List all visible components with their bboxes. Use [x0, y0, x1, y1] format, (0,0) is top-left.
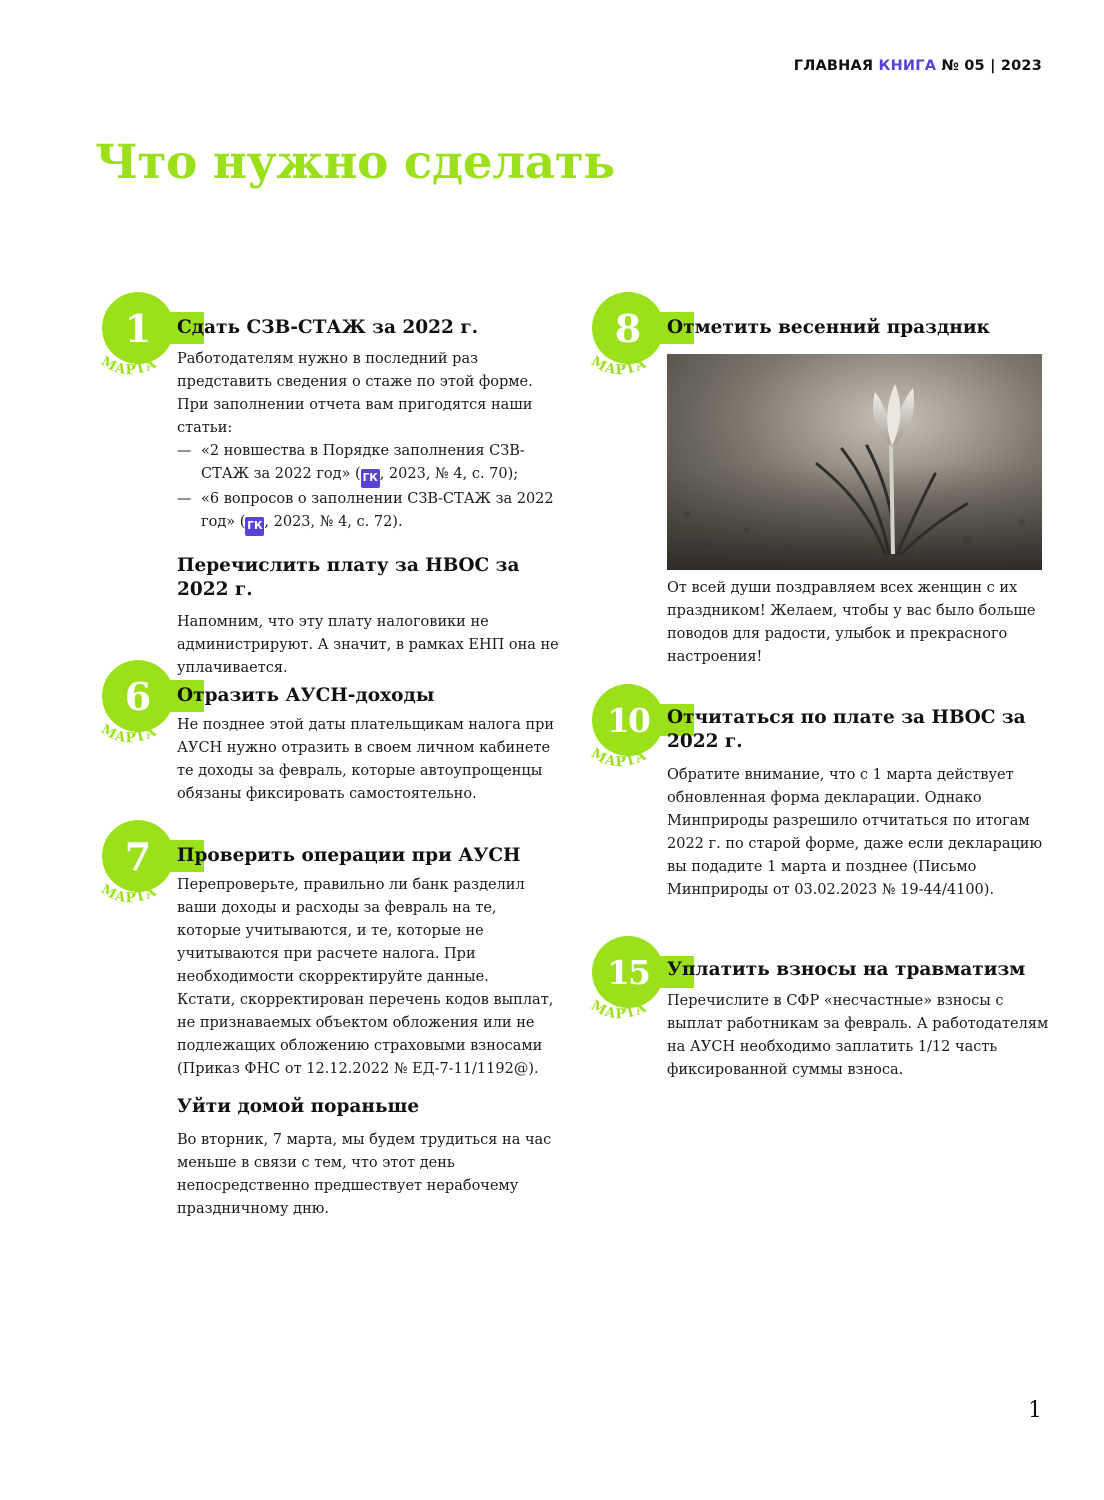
entry-text: От всей души поздравляем всех женщин с их праздником! Желаем, чтобы у вас было больше поводов для радости, улыбок и прекрасного настроения! — [667, 580, 1036, 665]
date-day: 10 — [592, 684, 664, 756]
entry-content — [667, 316, 1052, 340]
subsection-text: Напомним, что эту плату налоговики не администрируют. А значит, в рамках ЕНП она не уплачивается. — [177, 614, 559, 676]
dash: — — [177, 491, 192, 507]
masthead-part2: КНИГА — [878, 58, 937, 74]
entry-content-text — [667, 577, 1052, 669]
entry-text: Перепроверьте, правильно ли банк разделил ваши доходы и расходы за февраль на те, которые учитываются, и те, которые не учитываются при расчете налога. При необходимости скорректируйте данные. — [177, 877, 525, 985]
month-label-text: МАРТА — [588, 997, 650, 1023]
article-link-1-text: «2 новшества в Порядке заполнения СЗВ-СТАЖ за 2022 год» ( — [201, 443, 525, 482]
date-day: 1 — [102, 292, 174, 364]
dash: — — [177, 443, 192, 459]
month-label — [94, 660, 182, 760]
subsection-title: Перечислить плату за НВОС за 2022 г. — [177, 555, 520, 600]
svg-text:МАРТА — [98, 721, 159, 746]
page-number: 1 — [1028, 1398, 1042, 1423]
entry-content — [177, 684, 562, 806]
entry-text: Работодателям нужно в последний раз представить сведения о стаже по этой форме. При заполнении отчета вам пригодятся наши статьи: — [177, 351, 533, 436]
entry-title: Отразить АУСН-доходы — [177, 685, 435, 706]
date-badge — [584, 936, 672, 1032]
date-day: 8 — [592, 292, 664, 364]
month-label-text: МАРТА — [98, 721, 160, 747]
month-label-text: МАРТА — [98, 353, 160, 379]
date-badge — [584, 684, 672, 780]
page-title: Что нужно сделать — [95, 135, 615, 190]
svg-text:МАРТА — [98, 881, 159, 906]
svg-text:МАРТА — [588, 997, 649, 1022]
entry-content — [177, 316, 562, 680]
gk-logo-icon: ГК — [361, 469, 380, 488]
article-link-2-text: «6 вопросов о заполнении СЗВ-СТАЖ за 2022 год» ( — [201, 491, 554, 530]
month-label-text: МАРТА — [98, 881, 160, 907]
month-label — [584, 936, 672, 1036]
svg-text:МАРТА — [98, 353, 159, 378]
month-label-text: МАРТА — [588, 353, 650, 379]
entry-title: Уплатить взносы на травматизм — [667, 959, 1026, 980]
entry-text: Не позднее этой даты плательщикам налога при АУСН нужно отразить в своем личном кабинете те доходы за февраль, которые автоупрощенцы обязаны фиксировать самостоятельно. — [177, 717, 555, 802]
entry-content — [667, 706, 1052, 902]
entry-content — [177, 844, 562, 1221]
masthead-part3: № 05 | 2023 — [941, 58, 1042, 74]
month-label-text: МАРТА — [588, 745, 650, 771]
month-label — [94, 292, 182, 392]
entry-title: Отчитаться по плате за НВОС за 2022 г. — [667, 707, 1026, 752]
article-link-1-source: , 2023, № 4, с. 70); — [379, 466, 519, 482]
entry-text: Обратите внимание, что с 1 марта действует обновленная форма декларации. Однако Минприроды разрешило отчитаться по итогам 2022 г. по старой форме, даже если декларацию вы подадите 1 марта и позднее (Письмо Минприроды от 03.02.2023 № 19-44/4100). — [667, 767, 1043, 898]
date-badge — [584, 292, 672, 388]
crocus-flower-photo — [667, 354, 1042, 570]
month-label — [584, 684, 672, 784]
date-day: 15 — [592, 936, 664, 1008]
entry-title: Проверить операции при АУСН — [177, 845, 521, 866]
month-label — [94, 820, 182, 920]
entry-text-2: Кстати, скорректирован перечень кодов выплат, не признаваемых объектом обложения или не подлежащих обложению страховыми взносами (Приказ ФНС от 12.12.2022 № ЕД-7-11/1192@). — [177, 992, 554, 1077]
date-day: 7 — [102, 820, 174, 892]
subsection-title: Уйти домой пораньше — [177, 1096, 420, 1117]
date-badge — [94, 292, 182, 388]
date-day: 6 — [102, 660, 174, 732]
svg-text:МАРТА — [588, 745, 649, 770]
gk-logo-icon: ГК — [245, 517, 264, 536]
entry-title: Отметить весенний праздник — [667, 317, 990, 338]
entry-text: Перечислите в СФР «несчастные» взносы с выплат работникам за февраль. А работодателям на АУСН необходимо заплатить 1/12 часть фиксированной суммы взноса. — [667, 993, 1049, 1078]
date-badge — [94, 820, 182, 916]
entry-title: Сдать СЗВ-СТАЖ за 2022 г. — [177, 317, 479, 338]
entry-content — [667, 958, 1052, 1082]
masthead-part1: ГЛАВНАЯ — [793, 58, 874, 74]
article-link-2[interactable] — [177, 488, 562, 536]
subsection-text: Во вторник, 7 марта, мы будем трудиться на час меньше в связи с тем, что этот день непосредственно предшествует нерабочему праздничному дню. — [177, 1132, 552, 1217]
date-badge — [94, 660, 182, 756]
month-label — [584, 292, 672, 392]
svg-text:МАРТА — [588, 353, 649, 378]
article-link-1[interactable] — [177, 440, 562, 488]
article-link-2-source: , 2023, № 4, с. 72). — [264, 514, 403, 530]
article-links — [177, 440, 562, 536]
masthead — [794, 58, 1042, 74]
